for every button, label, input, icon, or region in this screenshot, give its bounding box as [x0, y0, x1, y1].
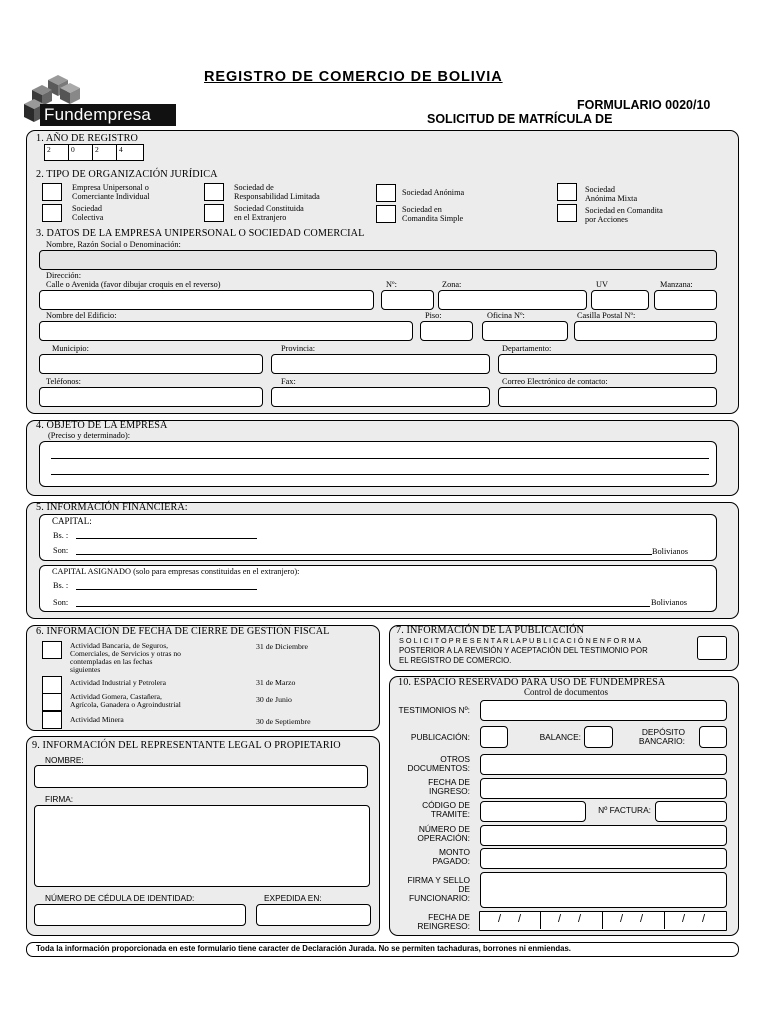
year-digit: 2: [45, 145, 69, 160]
checkbox-extranjero[interactable]: [204, 204, 224, 222]
fax-label: Fax:: [281, 377, 296, 386]
publicacion-label: PUBLICACIÓN:: [410, 732, 470, 742]
year-box[interactable]: [44, 144, 144, 161]
bs-label: Bs. :: [53, 531, 69, 540]
son-label: Son:: [53, 598, 69, 607]
checkbox-comandita-acciones[interactable]: [557, 204, 577, 222]
son-label: Son:: [53, 546, 69, 555]
bolivianos-label: Bolivianos: [651, 598, 687, 607]
zona-label: Zona:: [442, 280, 462, 289]
monto-label: MONTO PAGADO:: [432, 847, 470, 866]
representante-nombre-field[interactable]: [34, 765, 368, 788]
option-extranjero-label: Sociedad Constituida en el Extranjero: [234, 204, 304, 222]
fecha-ingreso-field[interactable]: [480, 778, 727, 799]
option-colectiva-label: Sociedad Colectiva: [72, 204, 104, 222]
date-separator: /: [620, 913, 624, 925]
expedida-field[interactable]: [256, 904, 371, 926]
checkbox-junio[interactable]: [42, 693, 62, 711]
objeto-field[interactable]: [39, 441, 717, 487]
checkbox-septiembre[interactable]: [42, 711, 62, 729]
operacion-label: NÚMERO DE OPERACIÓN:: [417, 824, 470, 843]
casilla-label: Casilla Postal Nº:: [577, 311, 636, 320]
piso-label: Piso:: [425, 311, 442, 320]
firma-label: FIRMA:: [45, 794, 74, 804]
firma-sello-label: FIRMA Y SELLO DE FUNCIONARIO:: [407, 875, 470, 903]
provincia-field[interactable]: [271, 354, 490, 374]
piso-field[interactable]: [420, 321, 473, 341]
fecha-diciembre: 31 de Diciembre: [256, 642, 308, 651]
logo-wordmark: Fundempresa: [40, 104, 176, 126]
deposito-label: DEPÓSITO BANCARIO:: [638, 727, 685, 746]
balance-box[interactable]: [584, 726, 613, 748]
capital-son-line[interactable]: [76, 554, 652, 555]
fecha-marzo: 31 de Marzo: [256, 678, 296, 687]
capital-asignado-label: CAPITAL ASIGNADO (solo para empresas constituidas en el extranjero):: [52, 567, 300, 576]
factura-label: Nº FACTURA:: [598, 805, 651, 815]
date-separator: /: [640, 913, 644, 925]
edificio-label: Nombre del Edificio:: [46, 311, 117, 320]
checkbox-comandita-simple[interactable]: [376, 205, 396, 223]
edificio-field[interactable]: [39, 321, 413, 341]
numero-label: Nº:: [386, 280, 397, 289]
firma-sello-field[interactable]: [480, 872, 727, 908]
date-separator: /: [682, 913, 686, 925]
cedula-field[interactable]: [34, 904, 246, 926]
date-separator: /: [578, 913, 582, 925]
correo-field[interactable]: [498, 387, 717, 407]
section-2-title: 2. TIPO DE ORGANIZACIÓN JURÍDICA: [36, 169, 218, 180]
checkbox-srl[interactable]: [204, 183, 224, 201]
year-digit: 4: [119, 145, 123, 154]
date-divider: [540, 912, 541, 929]
section-6-title: 6. INFORMACIÓN DE FECHA DE CIERRE DE GESTIÓN FISCAL: [36, 626, 330, 637]
nombre-label: NOMBRE:: [45, 755, 84, 765]
cierre-junio-label: Actividad Gomera, Castañera, Agrícola, Ganadera o Agroindustrial: [70, 692, 181, 709]
calle-label: Calle o Avenida (favor dibujar croquis en el reverso): [46, 280, 221, 289]
date-separator: /: [558, 913, 562, 925]
codigo-field[interactable]: [480, 801, 586, 822]
bs-label: Bs. :: [53, 581, 69, 590]
section-10-subtitle: Control de documentos: [524, 687, 608, 697]
option-srl-label: Sociedad de Responsabilidad Limitada: [234, 183, 320, 201]
checkbox-publicacion[interactable]: [697, 636, 727, 660]
uv-label: UV: [596, 280, 608, 289]
direccion-label: Dirección:: [46, 271, 82, 280]
cierre-marzo-label: Actividad Industrial y Petrolera: [70, 678, 166, 687]
testimonios-label: TESTIMONIOS Nº:: [398, 705, 470, 715]
publicacion-text-1: S O L I C I T O P R E S E N T A R L A P U B L I C A C I Ó N E N F O R M A: [399, 636, 642, 645]
reingreso-label: FECHA DE REINGRESO:: [417, 912, 470, 931]
bolivianos-label: Bolivianos: [652, 547, 688, 556]
publicacion-box[interactable]: [480, 726, 508, 748]
year-digit: 0: [69, 145, 93, 160]
expedida-label: EXPEDIDA EN:: [264, 893, 322, 903]
section-7-title: 7. INFORMACIÓN DE LA PUBLICACIÓN: [396, 625, 584, 636]
fax-field[interactable]: [271, 387, 490, 407]
section-1-title: 1. AÑO DE REGISTRO: [36, 133, 138, 144]
form-number: FORMULARIO 0020/10: [577, 98, 711, 112]
date-separator: /: [498, 913, 502, 925]
section-4-title: 4. OBJETO DE LA EMPRESA: [36, 420, 168, 431]
otros-label: OTROS DOCUMENTOS:: [407, 754, 470, 773]
telefonos-field[interactable]: [39, 387, 263, 407]
date-separator: /: [518, 913, 522, 925]
option-comandita-simple-label: Sociedad en Comandita Simple: [402, 205, 464, 223]
correo-label: Correo Electrónico de contacto:: [502, 377, 608, 386]
deposito-box[interactable]: [699, 726, 727, 748]
writing-line: [51, 458, 709, 459]
fundempresa-logo: [24, 70, 176, 128]
checkbox-anonima[interactable]: [376, 184, 396, 202]
writing-line: [51, 474, 709, 475]
footer-disclaimer: [26, 942, 739, 957]
municipio-field[interactable]: [39, 354, 263, 374]
fecha-septiembre: 30 de Septiembre: [256, 717, 311, 726]
departamento-label: Departamento:: [502, 344, 552, 353]
asignado-son-line[interactable]: [76, 606, 650, 607]
section-10-title: 10. ESPACIO RESERVADO PARA USO DE FUNDEMPRESA: [398, 677, 666, 688]
date-divider: [664, 912, 665, 929]
footer-text: Toda la información proporcionada en este formulario tiene caracter de Declaración Jurada. No se permiten tachaduras, borrones ni enmiendas.: [36, 944, 571, 953]
checkbox-diciembre[interactable]: [42, 641, 62, 659]
operacion-field[interactable]: [480, 825, 727, 846]
balance-label: BALANCE:: [539, 732, 581, 742]
municipio-label: Municipio:: [52, 344, 89, 353]
page-title: REGISTRO DE COMERCIO DE BOLIVIA: [204, 69, 503, 85]
firma-field[interactable]: [34, 805, 370, 887]
option-anonima-mixta-label: Sociedad Anónima Mixta: [585, 185, 638, 203]
checkbox-colectiva[interactable]: [42, 204, 62, 222]
casilla-field[interactable]: [574, 321, 717, 341]
capital-label: CAPITAL:: [52, 516, 92, 526]
section-5-title: 5. INFORMACIÓN FINANCIERA:: [36, 502, 188, 513]
section-3-title: 3. DATOS DE LA EMPRESA UNIPERSONAL O SOCIEDAD COMERCIAL: [36, 228, 365, 239]
manzana-field[interactable]: [654, 290, 717, 310]
section-4-subtitle: (Preciso y determinado):: [48, 431, 131, 440]
date-separator: /: [702, 913, 706, 925]
option-anonima-label: Sociedad Anónima: [402, 188, 465, 197]
oficina-label: Oficina Nº:: [487, 311, 525, 320]
provincia-label: Provincia:: [281, 344, 316, 353]
nombre-label: Nombre, Razón Social o Denominación:: [46, 240, 181, 249]
testimonios-field[interactable]: [480, 700, 727, 721]
otros-field[interactable]: [480, 754, 727, 775]
capital-bs-line[interactable]: [76, 538, 257, 539]
option-unipersonal-label: Empresa Unipersonal o Comerciante Individual: [72, 183, 150, 201]
monto-field[interactable]: [480, 848, 727, 869]
company-name-field[interactable]: [39, 250, 717, 270]
fecha-junio: 30 de Junio: [256, 695, 292, 704]
reingreso-field[interactable]: [479, 911, 727, 931]
asignado-bs-line[interactable]: [76, 589, 257, 590]
departamento-field[interactable]: [498, 354, 717, 374]
checkbox-unipersonal[interactable]: [42, 183, 62, 201]
date-divider: [602, 912, 603, 929]
zona-field[interactable]: [438, 290, 587, 310]
cedula-label: NÚMERO DE CÉDULA DE IDENTIDAD:: [45, 893, 195, 903]
section-9-title: 9. INFORMACIÓN DEL REPRESENTANTE LEGAL O PROPIETARIO: [32, 740, 341, 751]
checkbox-anonima-mixta[interactable]: [557, 183, 577, 201]
cierre-septiembre-label: Actividad Minera: [70, 715, 124, 724]
codigo-label: CÓDIGO DE TRAMITE:: [422, 800, 470, 819]
fecha-ingreso-label: FECHA DE INGRESO:: [428, 777, 470, 796]
year-digit: 2: [93, 145, 117, 160]
form-name: SOLICITUD DE MATRÍCULA DE: [427, 112, 613, 126]
calle-field[interactable]: [39, 290, 374, 310]
option-comandita-acciones-label: Sociedad en Comandita por Acciones: [585, 206, 663, 224]
oficina-field[interactable]: [482, 321, 568, 341]
telefonos-label: Teléfonos:: [46, 377, 81, 386]
checkbox-marzo[interactable]: [42, 676, 62, 694]
uv-field[interactable]: [591, 290, 649, 310]
manzana-label: Manzana:: [660, 280, 693, 289]
publicacion-text-3: EL REGISTRO DE COMERCIO.: [399, 656, 512, 665]
cierre-diciembre-label: Actividad Bancaria, de Seguros, Comerciales, de Servicios y otras no contempladas en las fechas siguientes: [70, 641, 181, 674]
factura-field[interactable]: [655, 801, 727, 822]
numero-field[interactable]: [381, 290, 434, 310]
publicacion-text-2: POSTERIOR A LA REVISIÓN Y ACEPTACIÓN DEL TESTIMONIO POR: [399, 646, 648, 655]
